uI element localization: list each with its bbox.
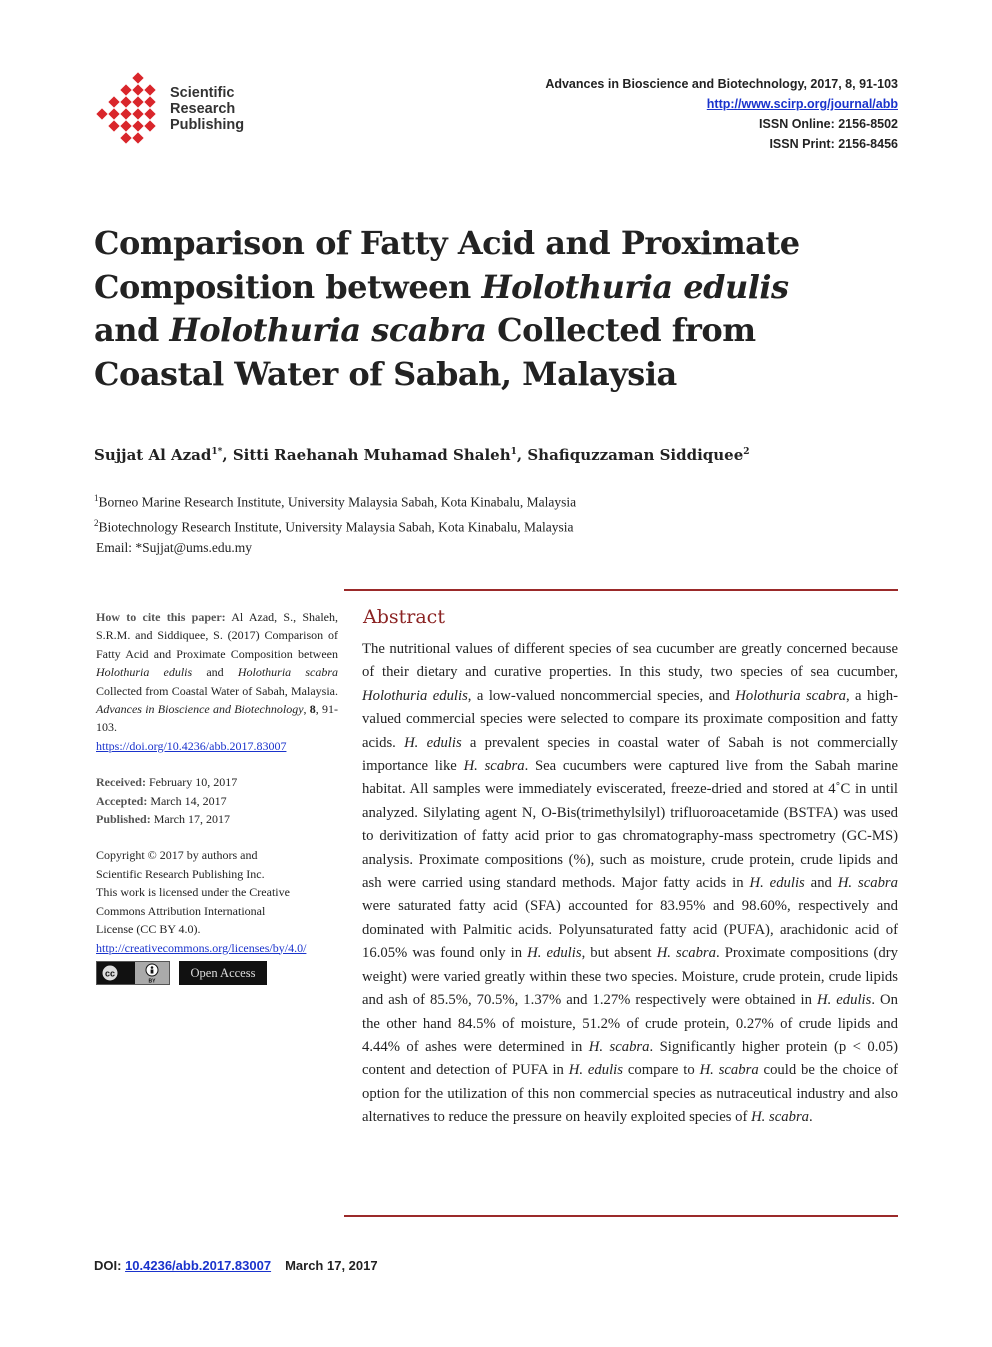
license-link[interactable]: http://creativecommons.org/licenses/by/4.0/ (96, 940, 307, 955)
journal-info (545, 74, 898, 154)
species-name: H. edulis (816, 992, 872, 1009)
footer: DOI: 10.4236/abb.2017.83007 March 17, 2017 (94, 1258, 378, 1273)
doi-link[interactable]: https://doi.org/10.4236/abb.2017.83007 (96, 738, 287, 753)
abstract-text: and (804, 875, 838, 892)
open-access-badge: Open Access (179, 961, 267, 985)
copyright: Copyright © 2017 by authors and Scientific Research Publishing Inc. This work is licensed under the Creative Commons Attribution International License (CC BY 4.0). http://creativecommons.org/licenses/by/4.0/ (96, 848, 307, 955)
species-name: Holothuria edulis (362, 687, 468, 704)
email: Email: *Sujjat@ums.edu.my (96, 540, 253, 555)
species-name: H. scabra (751, 1109, 810, 1126)
footer-date: March 17, 2017 (285, 1258, 378, 1273)
species-name: Holothuria scabra (735, 687, 846, 704)
abstract-text: could be the choice of option for the utilization of this non commercial species as nutraceutical industry and also alternatives to reduce the pressure on heavily exploited species of (362, 1062, 898, 1126)
svg-text:BY: BY (148, 978, 156, 984)
species-name: H. edulis (568, 1062, 623, 1079)
abstract-text: . (809, 1109, 813, 1126)
publisher-logo (96, 72, 261, 146)
affiliation: $^1$Borneo Marine Research Institute, University Malaysia Sabah, Kota Kinabalu, Malaysia (94, 493, 577, 510)
journal-citation: Advances in Bioscience and Biotechnology, 2017, 8, 91-103 (545, 77, 898, 91)
received-date: February 10, 2017 (145, 775, 238, 790)
publisher-logo-icon (96, 72, 166, 146)
species-name: H. scabra (699, 1062, 759, 1079)
cc-by-badge[interactable] (96, 961, 170, 985)
publisher-name (170, 85, 244, 133)
abstract-text: The nutritional values of different species of sea cucumber are greatly concerned because of their dietary and curative properties. In this study, two species of sea cucumber, (362, 641, 898, 681)
abstract-text: , a high-valued commercial species were selected to compare its proximate composition and fatty acids. (362, 687, 898, 751)
abstract-bottom-rule (344, 1215, 898, 1217)
abstract-text: , a low-valued noncommercial species, and (467, 687, 736, 704)
species-name: H. edulis (527, 945, 582, 962)
issn-print: ISSN Print: 2156-8456 (769, 137, 898, 151)
abstract-text: were saturated fatty acid (SFA) accounted for 83.95% and 98.60%, respectively and dominated with Palmitic acids. Polyunsaturated fatty acid (PUFA), arachidonic acid of 16.05% was found only in (362, 898, 898, 962)
species-name: H. scabra (588, 1038, 650, 1055)
publisher-name-line: Publishing (170, 117, 245, 133)
species-name: H. edulis (404, 734, 462, 751)
abstract-body (362, 638, 898, 1130)
abstract-text: . Proximate compositions (dry weight) were varied greatly within these two species. Moisture, crude protein, crude lipids and ash of 85.5%, 70.5%, 1.37% and 1.27% respectively were obtained in (362, 945, 898, 1009)
cc-icon (97, 962, 169, 984)
species-name: H. scabra (463, 758, 525, 775)
abstract-text: compare to (622, 1062, 700, 1079)
author-name: Sitti Raehanah Muhamad Shaleh (232, 446, 511, 464)
publisher-name-line: Scientific (170, 85, 235, 101)
affiliations (94, 488, 576, 558)
author-name: Shafiquzzaman Siddiquee (527, 446, 744, 464)
publisher-name-line: Research (170, 101, 236, 117)
abstract-text: . Sea cucumbers were captured live from the Sabah marine habitat. All samples were immediately eviscerated, freeze-dried and stored at 4˚C in until analyzed. Silylating agent N, O-Bis(trimethylsilyl) trifluoroacetamide (BSTFA) was used to derivitization of fatty acid prior to gas chromatography-mass spectrometry (GC-MS) analysis. Proximate compositions (%), such as moisture, crude protein, crude lipids and ash were carried using standard methods. Major fatty acids in (362, 758, 898, 892)
license-badges (96, 961, 338, 985)
species-name: H. scabra (837, 875, 898, 892)
species-name: H. edulis (749, 875, 805, 892)
issn-online: ISSN Online: 2156-8502 (759, 117, 898, 131)
abstract-top-rule (344, 589, 898, 591)
author-name: Sujjat Al Azad (94, 446, 212, 464)
svg-text:cc: cc (104, 968, 116, 979)
abstract-text: , but absent (581, 945, 657, 962)
abstract-text: a prevalent species in coastal water of Sabah is not commercially importance like (362, 734, 898, 775)
journal-url-link[interactable]: http://www.scirp.org/journal/abb (706, 97, 898, 111)
dates: Received: February 10, 2017 Accepted: March 14, 2017 Published: March 17, 2017 (96, 775, 238, 827)
abstract-text: . On the other hand 84.5% of moisture, 51.2% of crude protein, 0.27% of crude lipids and 4.44% of ashes were determined in (362, 992, 898, 1055)
species-name: H. scabra (656, 945, 716, 962)
abstract-text: . Significantly higher protein (p < 0.05) content and detection of PUFA in (362, 1038, 898, 1079)
how-to-cite: How to cite this paper: Al Azad, S., Shaleh, S.R.M. and Siddiquee, S. (2017) Comparison of Fatty Acid and Proximate Composition between Holothuria edulis and Holothuria scabra Collected from Coastal Water of Sabah, Malaysia. Advances in Bioscience and Biotechnology, 8, 91-103. https://doi.org/10.4236/abb.2017.83007 (96, 610, 338, 753)
accepted-date: March 14, 2017 (147, 793, 227, 808)
author-list: Sujjat Al Azad$^{1*}$, Sitti Raehanah Muhamad Shaleh$^1$, Shafiquzzaman Siddiquee$^2$ (94, 446, 750, 464)
abstract-heading: Abstract (363, 606, 445, 628)
paper-title: Comparison of Fatty Acid and Proximate Composition between Holothuria edulis and Holothuria scabra Collected from Coastal Water of Sabah, Malaysia (94, 224, 800, 393)
sidebar (96, 608, 338, 985)
published-date: March 17, 2017 (150, 812, 231, 827)
affiliation: $^2$Biotechnology Research Institute, University Malaysia Sabah, Kota Kinabalu, Malaysia (94, 517, 574, 534)
footer-doi-link[interactable]: 10.4236/abb.2017.83007 (125, 1258, 272, 1273)
